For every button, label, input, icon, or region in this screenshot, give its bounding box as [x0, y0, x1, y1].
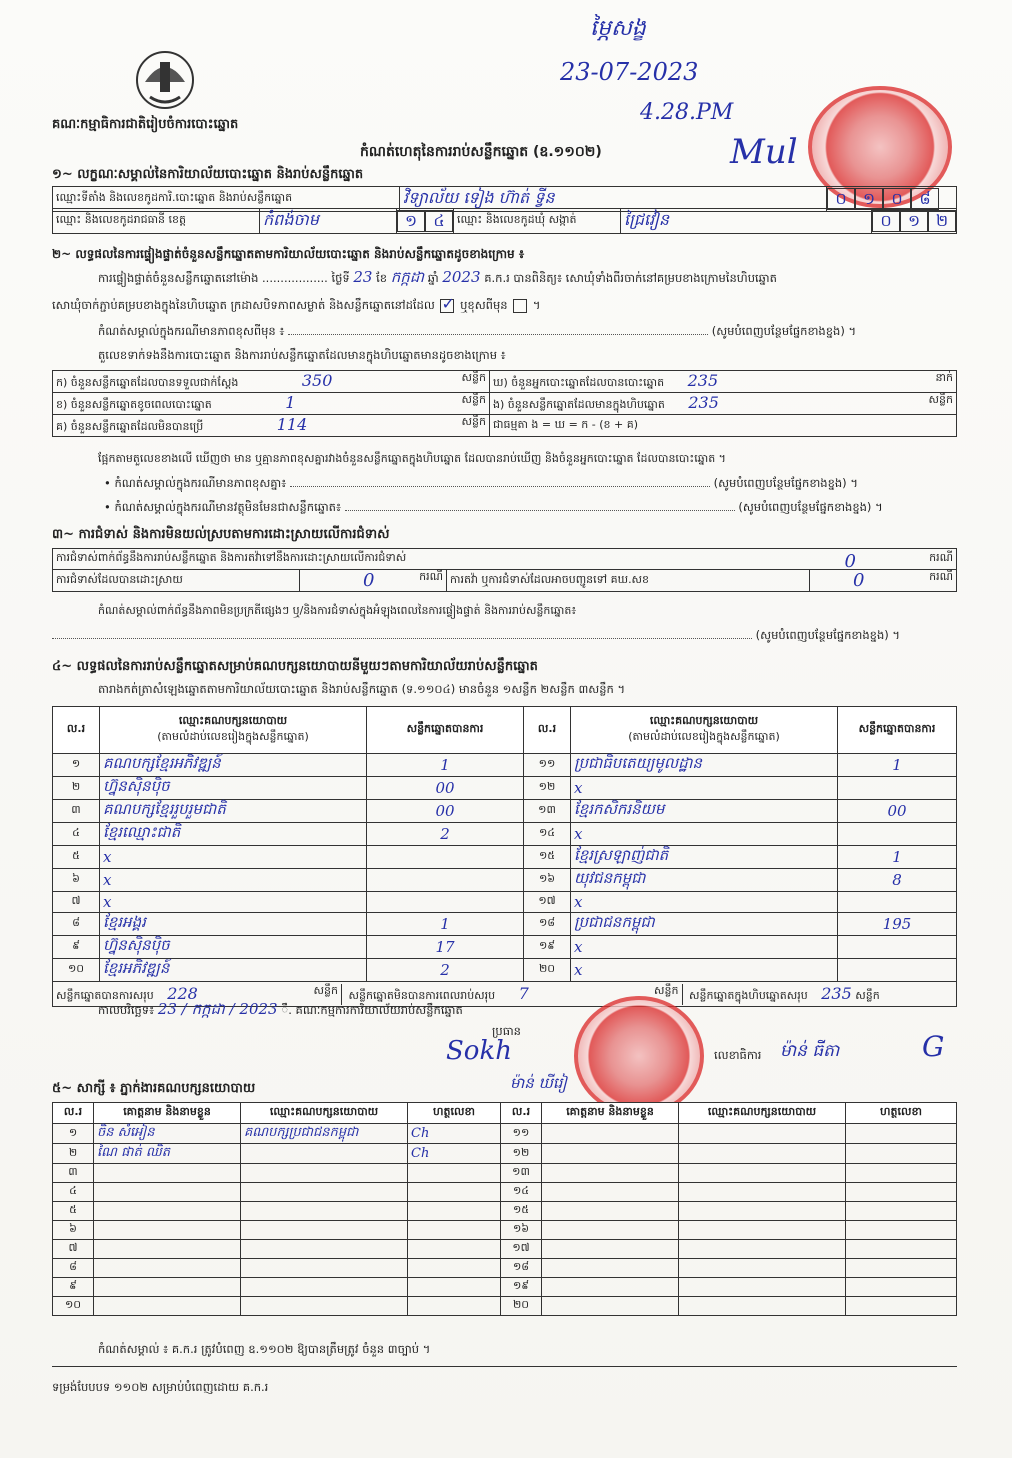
total-box: 235: [821, 983, 852, 1003]
result-votes: 1: [367, 754, 524, 777]
witness-row: [53, 1124, 957, 1144]
section3-row2-value: 0 ករណី: [300, 570, 447, 592]
witness-party: [241, 1259, 408, 1278]
result-votes: [838, 959, 957, 982]
result-no: ៩: [53, 936, 100, 959]
witness-no: ១១: [501, 1124, 542, 1144]
section4-title: ៤~ លទ្ធផលនៃការរាប់សន្លឹកឆ្នោតសម្រាប់គណបក្សនយោបាយនីមួយៗតាមការិយាល័យរាប់សន្លឹកឆ្នោត: [52, 659, 538, 674]
result-no: ៤: [53, 823, 100, 846]
witness-party: [241, 1297, 408, 1316]
witness-party: [679, 1278, 846, 1297]
witness-name: [542, 1297, 679, 1316]
result-no: ១០: [53, 959, 100, 982]
results-row: [53, 846, 957, 869]
witness-name: [94, 1164, 241, 1183]
witness-row: [53, 1144, 957, 1164]
result-party: ខ្មែរអភិវឌ្ឍន៍: [100, 959, 367, 982]
witness-row: [53, 1164, 957, 1183]
witness-party: [679, 1164, 846, 1183]
section3-note-line: (សូមបំពេញបន្ថែមផ្នែកខាងខ្នង) ។: [52, 628, 957, 645]
witness-name: [94, 1202, 241, 1221]
result-party: ហ្វ៊ុនស៊ិនប៉ិច: [100, 777, 367, 800]
results-row: [53, 869, 957, 892]
witness-name: [94, 1240, 241, 1259]
witness-row: [53, 1221, 957, 1240]
result-votes: 1: [838, 846, 957, 869]
witness-col-sign: ហត្ថលេខា: [408, 1103, 501, 1124]
result-no: ៣: [53, 800, 100, 823]
section2-day: 23: [353, 268, 373, 286]
witness-signature: [408, 1164, 501, 1183]
section2-line1: ការផ្ទៀងផ្ទាត់ចំនួនសន្លឹកឆ្នោតនៅម៉ោង .................. ថ្ងៃទី 23 ខែ កក្កដា ឆ្នាំ 2023 គ.ក.រ បានពិនិត្យ៖ សោឃុំទាំងពីរចាក់នៅគម្របខាងក្រោមនៃហិបឆ្នោត: [98, 268, 777, 286]
result-votes: 1: [367, 913, 524, 936]
result-party: ហ្វ៊ុនស៊ិនប៉ិច: [100, 936, 367, 959]
results-totals: សន្លឹកឆ្នោតបានការសរុប 228 សន្លឹក សន្លឹកឆ្នោតមិនបានការពេលរាប់សរុប 7 សន្លឹក សន្លឹកឆ្នោតក្នុងហិបឆ្នោតសរុប 235 សន្លឹក: [53, 982, 957, 1007]
witness-signature: [846, 1124, 957, 1144]
section3-row2-label: ការជំទាស់ដែលបានដោះស្រាយ: [53, 570, 300, 592]
witness-no: ២០: [501, 1297, 542, 1316]
result-party: ប្រជាជនកម្ពុជា: [571, 913, 838, 936]
results-row: [53, 936, 957, 959]
secretary-name: ម៉ាន់ ធីតា: [780, 1041, 840, 1061]
result-party: ខ្មែរស្រឡាញ់ជាតិ: [571, 846, 838, 869]
witness-party: [679, 1144, 846, 1164]
figure-c: គ) ចំនួនសន្លឹកឆ្នោតដែលមិនបានប្រើ 114 សន្លឹក: [53, 415, 490, 437]
witness-col-no-right: ល.រ: [501, 1103, 542, 1124]
section2-figures-table: [52, 370, 957, 437]
witness-no: ១០: [53, 1297, 94, 1316]
result-votes: 00: [367, 777, 524, 800]
figure-a: ក) ចំនួនសន្លឹកឆ្នោតដែលបានទទួលជាក់ស្តែង 350 សន្លឹក: [53, 371, 490, 393]
annotation-time: 4.28.PM: [640, 100, 734, 125]
witness-col-party-right: ឈ្មោះគណបក្សនយោបាយ: [679, 1103, 846, 1124]
witness-no: ២: [53, 1144, 94, 1164]
committee-name: គណៈកម្មាធិការជាតិរៀបចំការបោះឆ្នោត: [52, 117, 239, 132]
footer-form: ទម្រង់បែបបទ ១១០២ សម្រាប់បំពេញដោយ គ.ក.រ: [52, 1380, 269, 1394]
witness-no: ៩: [53, 1278, 94, 1297]
section2-line2: សោឃុំចាក់ភ្ជាប់គម្របខាងក្នុងនៃហិបឆ្នោត ក្រដាសបិទភាពសម្ងាត់ និងសន្លឹកឆ្នោតនៅដដែល ✓ ឬខុសពីមុន ។: [52, 298, 540, 315]
result-party: x: [571, 823, 838, 846]
annotation-date: 23-07-2023: [560, 58, 699, 86]
witness-no: ១៨: [501, 1259, 542, 1278]
witness-no: ៣: [53, 1164, 94, 1183]
witness-signature: [408, 1240, 501, 1259]
witness-signature: [408, 1202, 501, 1221]
result-votes: 17: [367, 936, 524, 959]
witness-party: [679, 1297, 846, 1316]
result-no: ១៩: [524, 936, 571, 959]
witness-no: ១៣: [501, 1164, 542, 1183]
figure-b: ខ) ចំនួនសន្លឹកឆ្នោតខូចពេលបោះឆ្នោត 1 សន្លឹក: [53, 393, 490, 415]
total-invalid: 7: [518, 983, 529, 1003]
result-votes: [367, 892, 524, 913]
witness-name: [94, 1259, 241, 1278]
result-votes: [838, 777, 957, 800]
witness-col-name-right: គោត្តនាម និងនាមខ្លួន: [542, 1103, 679, 1124]
results-row: [53, 777, 957, 800]
result-no: ១: [53, 754, 100, 777]
section2-bullet1: • កំណត់សម្គាល់ក្នុងករណីមានភាពខុសគ្នា៖ (សូមបំពេញបន្ថែមផ្នែកខាងខ្នង) ។: [104, 476, 858, 490]
section4-date: កាលបរិច្ឆេទ៖ 23 / កក្កដា / 2023 ឹ. គណៈកម្មការការិយាល័យរាប់សន្លឹកឆ្នោត: [98, 1000, 463, 1018]
col-party-right: ឈ្មោះគណបក្សនយោបាយ (តាមលំដាប់លេខរៀងក្នុងសន្លឹកឆ្នោត): [571, 707, 838, 754]
result-party: ប្រជាធិបតេយ្យមូលដ្ឋាន: [571, 754, 838, 777]
results-row: [53, 823, 957, 846]
witness-signature: [846, 1240, 957, 1259]
section2-compare: ផ្អែកតាមតួលេខខាងលើ ឃើញថា មាន ឬគ្មានភាពខុសគ្នារវាងចំនួនសន្លឹកឆ្នោតក្នុងហិបឆ្នោត ដែលបានរាប់ឃើញ និងចំនួនអ្នកបោះឆ្នោត ដែលបានបោះឆ្នោត ។: [98, 452, 726, 465]
col-party: ឈ្មោះគណបក្សនយោបាយ (តាមលំដាប់លេខរៀងក្នុងសន្លឹកឆ្នោត): [100, 707, 367, 754]
witness-signature: [846, 1144, 957, 1164]
result-no: ១៧: [524, 892, 571, 913]
result-votes: [838, 892, 957, 913]
witness-party: [241, 1221, 408, 1240]
witness-party: [679, 1259, 846, 1278]
section3-row2-label2: ការតវ៉ា ឬការជំទាស់ដែលអាចបញ្ជូនទៅ គឃ.សខ: [447, 570, 810, 592]
section1-row1-label: ឈ្មោះទីតាំង និងលេខកូដការិ.បោះឆ្នោត និងរាប់សន្លឹកឆ្នោត: [53, 187, 400, 212]
secretary-label: លេខាធិការ: [714, 1048, 762, 1062]
formula: ជាធម្មតា ង = ឃ = ក - (ខ + គ): [490, 415, 957, 437]
section2-year: 2023: [442, 268, 481, 286]
witness-no: ១៤: [501, 1183, 542, 1202]
result-party: x: [571, 892, 838, 913]
results-row: [53, 800, 957, 823]
official-stamp-bottom: [574, 996, 704, 1116]
section3-row2-value2: 0 ករណី: [810, 570, 957, 592]
witness-signature: [846, 1297, 957, 1316]
result-no: ៥: [53, 846, 100, 869]
witness-name: [542, 1124, 679, 1144]
witness-name: [542, 1164, 679, 1183]
witness-row: [53, 1278, 957, 1297]
same-checkbox[interactable]: [440, 299, 454, 313]
witness-col-no: ល.រ: [53, 1103, 94, 1124]
result-party: យុវជនកម្ពុជា: [571, 869, 838, 892]
witness-name: [542, 1202, 679, 1221]
annotation-signature: Mul: [730, 132, 798, 172]
result-party: ខ្មែរឈ្មោះជាតិ: [100, 823, 367, 846]
result-votes: [838, 936, 957, 959]
witness-no: ១២: [501, 1144, 542, 1164]
witness-name: [542, 1144, 679, 1164]
witness-signature: [408, 1221, 501, 1240]
result-votes: 195: [838, 913, 957, 936]
witness-row: [53, 1202, 957, 1221]
witness-signature: [846, 1164, 957, 1183]
witness-no: ១៥: [501, 1202, 542, 1221]
result-votes: 1: [838, 754, 957, 777]
results-row: [53, 892, 957, 913]
section1-row2-code2: ០ ១ ២: [872, 209, 957, 234]
secretary-signature: G: [922, 1030, 945, 1063]
witness-col-party: ឈ្មោះគណបក្សនយោបាយ: [241, 1103, 408, 1124]
result-no: ១១: [524, 754, 571, 777]
result-party: x: [100, 846, 367, 869]
witness-name: [94, 1297, 241, 1316]
witness-party: [679, 1221, 846, 1240]
witness-party: [241, 1164, 408, 1183]
section1-table-row2: [52, 208, 957, 234]
section4-intro: តារាងកត់ត្រាសំឡេងឆ្នោតតាមការិយាល័យបោះឆ្នោត និងរាប់សន្លឹកឆ្នោត (ទ.១១០៤) មានចំនួន ១សន្លឹក ២សន្លឹក ៣សន្លឹក ។: [98, 682, 626, 696]
result-votes: 2: [367, 959, 524, 982]
witness-name: [542, 1183, 679, 1202]
witness-no: ៦: [53, 1221, 94, 1240]
results-table: [52, 706, 957, 1007]
results-row: [53, 913, 957, 936]
witness-no: ៤: [53, 1183, 94, 1202]
result-party: x: [100, 869, 367, 892]
witness-signature: [846, 1202, 957, 1221]
total-valid: 228: [167, 983, 198, 1003]
witness-col-sign-right: ហត្ថលេខា: [846, 1103, 957, 1124]
result-no: ២០: [524, 959, 571, 982]
result-party: ខ្មែរកសិករនិយម: [571, 800, 838, 823]
section1-row1-code: ០ ១ ០ ៨: [827, 187, 957, 212]
witness-name: [94, 1278, 241, 1297]
witness-party: គណបក្សប្រជាជនកម្ពុជា: [241, 1124, 408, 1144]
result-party: គណបក្សខ្មែររួបរួមជាតិ: [100, 800, 367, 823]
results-row: [53, 754, 957, 777]
witness-name: [542, 1221, 679, 1240]
witness-party: [241, 1144, 408, 1164]
witness-signature: [846, 1221, 957, 1240]
result-no: ១៣: [524, 800, 571, 823]
section2-month: កក្កដា: [390, 268, 425, 286]
section3-title: ៣~ ការជំទាស់ និងការមិនយល់ស្របតាមការដោះស្រាយលើការជំទាស់: [52, 527, 390, 542]
footer-note: កំណត់សម្គាល់ ៖ គ.ក.រ ត្រូវបំពេញ ឧ.១១០២ ឱ្យបានត្រឹមត្រូវ ចំនួន ៣ច្បាប់ ។: [98, 1342, 431, 1356]
witness-signature: [408, 1278, 501, 1297]
result-votes: [838, 823, 957, 846]
result-no: ១២: [524, 777, 571, 800]
witness-row: [53, 1297, 957, 1316]
witness-col-name: គោត្តនាម និងនាមខ្លួន: [94, 1103, 241, 1124]
chair-label: ប្រធាន: [492, 1024, 521, 1038]
figure-d: ឃ) ចំនួនអ្នកបោះឆ្នោតដែលបានបោះឆ្នោត 235 នាក់: [490, 371, 957, 393]
section5-title: ៥~ សាក្សី ៖ ភ្នាក់ងារគណបក្សនយោបាយ: [52, 1081, 256, 1096]
witness-name: ណៃ ផាត់ ឈិត: [94, 1144, 241, 1164]
section3-note: កំណត់សម្គាល់ពាក់ព័ន្ធនឹងភាពមិនប្រក្រតីផ្សេងៗ ឬ/និងការជំទាស់ក្នុងអំឡុងពេលនៃការផ្ទៀងផ្ទាត់ និងការរាប់សន្លឹកឆ្នោត៖: [98, 604, 577, 617]
witness-party: [241, 1240, 408, 1259]
witness-party: [241, 1183, 408, 1202]
result-votes: 00: [367, 800, 524, 823]
section1-row1-value: វិទ្យាល័យ ទៀង ហ៊ាត់ ទ្វីន: [400, 187, 827, 212]
witness-signature: [408, 1183, 501, 1202]
result-party: x: [571, 936, 838, 959]
col-no: ល.រ: [53, 707, 100, 754]
witness-name: [94, 1221, 241, 1240]
chair-name: ម៉ាន់ ឃីរៀ: [510, 1074, 567, 1092]
witness-signature: Ch: [408, 1144, 501, 1164]
result-no: ១៥: [524, 846, 571, 869]
section3-row1: ការជំទាស់ពាក់ព័ន្ធនឹងការរាប់សន្លឹកឆ្នោត និងការតវ៉ាទៅនឹងការដោះស្រាយលើការជំទាស់ 0 ករណី: [53, 549, 957, 570]
witness-signature: [846, 1278, 957, 1297]
witness-row: [53, 1240, 957, 1259]
section2-note: កំណត់សម្គាល់ក្នុងករណីមានភាពខុសពីមុន ៖ (សូមបំពេញបន្ថែមផ្នែកខាងខ្នង) ។: [98, 324, 857, 338]
emblem-logo: [130, 42, 200, 112]
witness-signature: Ch: [408, 1124, 501, 1144]
witness-party: [241, 1202, 408, 1221]
witness-no: ៨: [53, 1259, 94, 1278]
result-party: x: [100, 892, 367, 913]
witness-no: ៧: [53, 1240, 94, 1259]
result-votes: 8: [838, 869, 957, 892]
result-votes: 2: [367, 823, 524, 846]
witness-table: [52, 1102, 957, 1316]
results-row: [53, 959, 957, 982]
witness-party: [241, 1278, 408, 1297]
section2-title: ២~ លទ្ធផលនៃការផ្ទៀងផ្ទាត់ចំនួនសន្លឹកឆ្នោតតាមការិយាល័យបោះឆ្នោត និងរាប់សន្លឹកឆ្នោតដូចខាងក្រោម ៖: [52, 247, 525, 261]
witness-name: ចិន សំអៀន: [94, 1124, 241, 1144]
section1-title: ១~ លក្ខណៈសម្គាល់នៃការិយាល័យបោះឆ្នោត និងរាប់សន្លឹកឆ្នោត: [52, 167, 364, 182]
witness-name: [542, 1259, 679, 1278]
witness-no: ១៩: [501, 1278, 542, 1297]
footer-divider: [52, 1366, 957, 1367]
result-party: x: [571, 959, 838, 982]
section2-bullet2: • កំណត់សម្គាល់ក្នុងករណីមានវត្ថុមិនមែនជាសន្លឹកឆ្នោត៖ (សូមបំពេញបន្ថែមផ្នែកខាងខ្នង) ។: [104, 500, 883, 514]
section1-row2-value2: ជ្រៃវៀន: [621, 209, 872, 234]
witness-name: [542, 1278, 679, 1297]
result-no: ១៤: [524, 823, 571, 846]
result-party: គណបក្សខ្មែរអភិវឌ្ឍន៍: [100, 754, 367, 777]
witness-no: ៥: [53, 1202, 94, 1221]
result-votes: 00: [838, 800, 957, 823]
witness-row: [53, 1259, 957, 1278]
annotation-line1: ម្ភៃសង្ខ: [590, 16, 646, 41]
witness-party: [679, 1240, 846, 1259]
witness-party: [679, 1124, 846, 1144]
section2-intro: តួលេខទាក់ទងនឹងការបោះឆ្នោត និងការរាប់សន្លឹកឆ្នោតដែលមានក្នុងហិបឆ្នោតមានដូចខាងក្រោម ៖: [98, 348, 506, 362]
witness-no: ១៦: [501, 1221, 542, 1240]
witness-party: [679, 1183, 846, 1202]
witness-name: [94, 1183, 241, 1202]
witness-signature: [846, 1259, 957, 1278]
result-party: ខ្មែរអង្គរ: [100, 913, 367, 936]
section1-row2-label: ឈ្មោះ និងលេខកូដរាជធានី ខេត្ត: [53, 209, 260, 234]
witness-no: ១៧: [501, 1240, 542, 1259]
result-no: ៦: [53, 869, 100, 892]
witness-signature: [846, 1183, 957, 1202]
witness-signature: [408, 1259, 501, 1278]
section1-row2-value: កំពង់ចាម: [260, 209, 397, 234]
col-no-right: ល.រ: [524, 707, 571, 754]
form-title: កំណត់ហេតុនៃការរាប់សន្លឹកឆ្នោត (ឧ.១១០២): [360, 144, 602, 160]
witness-signature: [408, 1297, 501, 1316]
result-no: ១៨: [524, 913, 571, 936]
witness-name: [542, 1240, 679, 1259]
result-votes: [367, 869, 524, 892]
section1-row2-label2: ឈ្មោះ និងលេខកូដឃុំ សង្កាត់: [454, 209, 621, 234]
witness-no: ១: [53, 1124, 94, 1144]
figure-e: ង) ចំនួនសន្លឹកឆ្នោតដែលមានក្នុងហិបឆ្នោត 235 សន្លឹក: [490, 393, 957, 415]
different-checkbox[interactable]: [513, 299, 527, 313]
result-votes: [367, 846, 524, 869]
witness-party: [679, 1202, 846, 1221]
section3-table: [52, 548, 957, 592]
witness-row: [53, 1183, 957, 1202]
result-no: ៨: [53, 913, 100, 936]
section1-row2-code: ១ ៤: [397, 209, 454, 234]
result-no: ៧: [53, 892, 100, 913]
result-no: ១៦: [524, 869, 571, 892]
result-no: ២: [53, 777, 100, 800]
col-votes: សន្លឹកឆ្នោតបានការ: [367, 707, 524, 754]
result-party: x: [571, 777, 838, 800]
chair-signature: Sokh: [446, 1036, 512, 1066]
col-votes-right: សន្លឹកឆ្នោតបានការ: [838, 707, 957, 754]
